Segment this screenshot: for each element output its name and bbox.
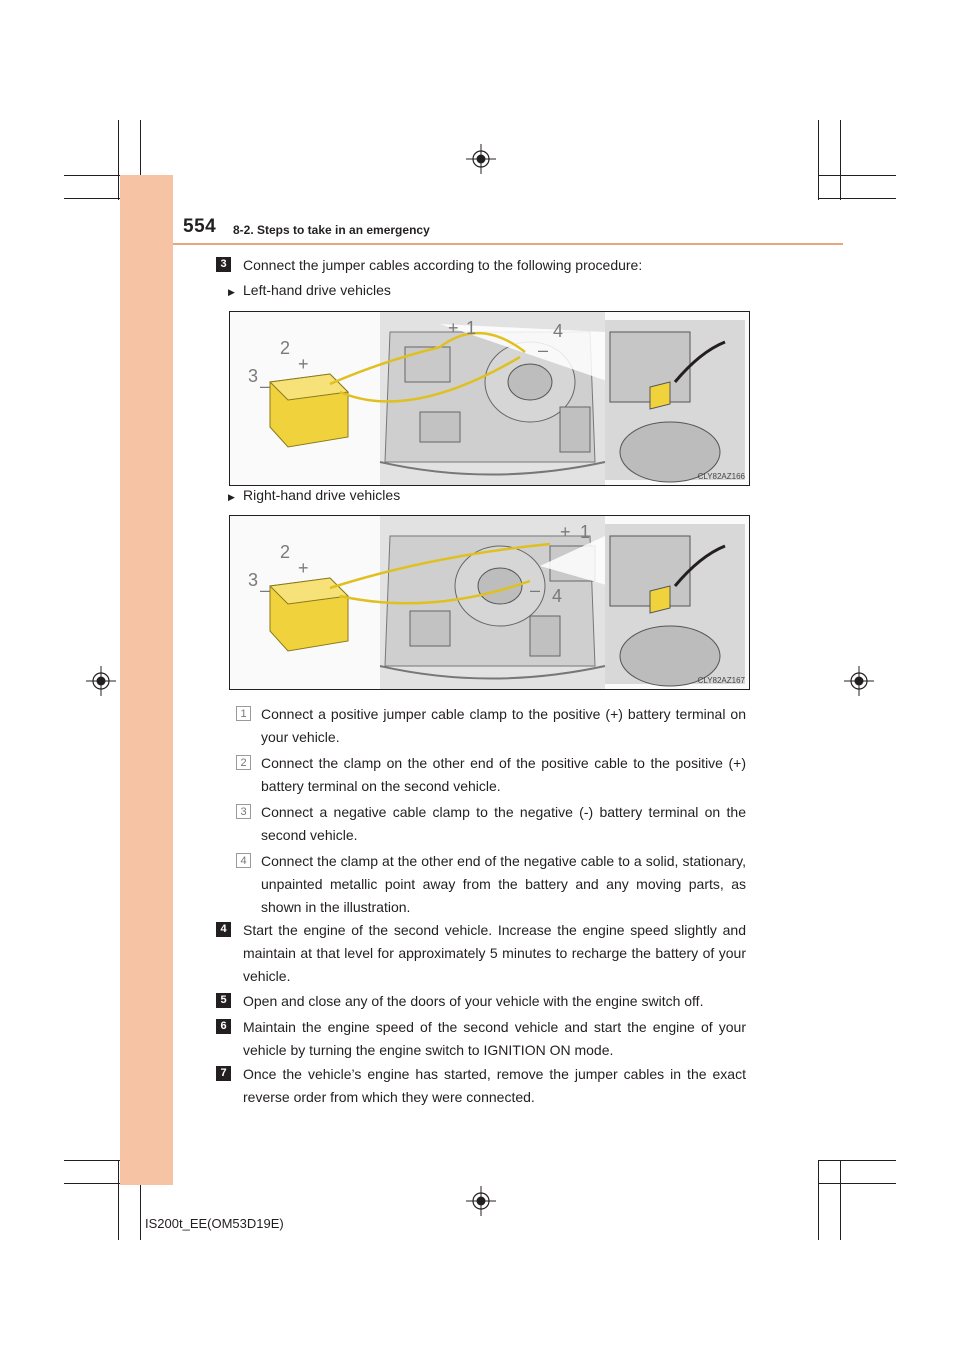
lhd-illustration xyxy=(229,311,750,486)
crop-mark xyxy=(818,1160,819,1240)
header-rule xyxy=(173,243,843,245)
crop-mark xyxy=(818,1160,896,1161)
substep-badge: 3 xyxy=(236,804,251,819)
plus-symbol: + xyxy=(298,558,309,578)
step-badge: 5 xyxy=(216,993,231,1008)
step-text: Open and close any of the doors of your vehicle with the engine switch off. xyxy=(243,993,704,1009)
step-text: Once the vehicle’s engine has started, remove the jumper cables in the exact reverse order from which they were connected. xyxy=(243,1066,746,1105)
minus-symbol: – xyxy=(530,580,541,600)
step-text: Start the engine of the second vehicle. Increase the engine speed slightly and maintain at that level for approximately 5 minutes to recharge the battery of your vehicle. xyxy=(243,922,746,984)
bullet-arrow-icon: ▶ xyxy=(228,287,235,297)
crop-mark xyxy=(818,198,896,199)
section-title: 8-2. Steps to take in an emergency xyxy=(233,223,430,237)
substep-text: Connect the clamp at the other end of the negative cable to a solid, stationary, unpainted metallic point away from the battery and any moving parts, as shown in the illustration. xyxy=(261,853,746,915)
step-badge: 7 xyxy=(216,1066,231,1081)
substep-badge: 2 xyxy=(236,755,251,770)
crop-mark xyxy=(818,120,819,200)
step-text: Maintain the engine speed of the second vehicle and start the engine of your vehicle by turning the engine switch to IGNITION ON mode. xyxy=(243,1019,746,1058)
substep-badge: 1 xyxy=(236,706,251,721)
rhd-label: Right-hand drive vehicles xyxy=(243,487,401,503)
registration-mark-icon xyxy=(466,1186,496,1216)
page-number: 554 xyxy=(183,216,217,237)
step-badge: 3 xyxy=(216,257,231,272)
document-code: IS200t_EE(OM53D19E) xyxy=(145,1216,284,1231)
callout-3: 3 xyxy=(248,366,259,386)
bullet-arrow-icon: ▶ xyxy=(228,492,235,502)
callout-2: 2 xyxy=(280,542,291,562)
step-badge: 4 xyxy=(216,922,231,937)
plus-symbol: + xyxy=(448,318,459,338)
chapter-sidebar xyxy=(120,175,173,1185)
registration-mark-icon xyxy=(86,666,116,696)
minus-symbol: – xyxy=(260,376,271,396)
crop-mark xyxy=(840,120,841,200)
minus-symbol: – xyxy=(538,340,549,360)
crop-mark xyxy=(818,1183,896,1184)
callout-1: 1 xyxy=(466,318,477,338)
plus-symbol: + xyxy=(298,354,309,374)
substep-text: Connect the clamp on the other end of the positive cable to the positive (+) battery terminal on the second vehicle. xyxy=(261,755,746,794)
rhd-illustration xyxy=(229,515,750,690)
step-text: Connect the jumper cables according to the following procedure: xyxy=(243,257,643,273)
callout-4: 4 xyxy=(553,321,564,341)
crop-mark xyxy=(118,1160,119,1240)
substep-badge: 4 xyxy=(236,853,251,868)
substep-text: Connect a negative cable clamp to the negative (-) battery terminal on the second vehicle. xyxy=(261,804,746,843)
lhd-label: Left-hand drive vehicles xyxy=(243,282,391,298)
crop-mark xyxy=(840,1160,841,1240)
engine-bay-illustration xyxy=(230,516,750,690)
callout-1: 1 xyxy=(580,522,591,542)
plus-symbol: + xyxy=(560,522,571,542)
callout-4: 4 xyxy=(552,586,563,606)
registration-mark-icon xyxy=(844,666,874,696)
crop-mark xyxy=(118,120,119,200)
crop-mark xyxy=(818,175,896,176)
registration-mark-icon xyxy=(466,144,496,174)
engine-bay-illustration xyxy=(230,312,750,486)
minus-symbol: – xyxy=(260,580,271,600)
figure-code: CLY82AZ166 xyxy=(697,472,745,481)
substep-text: Connect a positive jumper cable clamp to the positive (+) battery terminal on your vehicle. xyxy=(261,706,746,745)
callout-2: 2 xyxy=(280,338,291,358)
figure-code: CLY82AZ167 xyxy=(697,676,745,685)
callout-3: 3 xyxy=(248,570,259,590)
step-badge: 6 xyxy=(216,1019,231,1034)
